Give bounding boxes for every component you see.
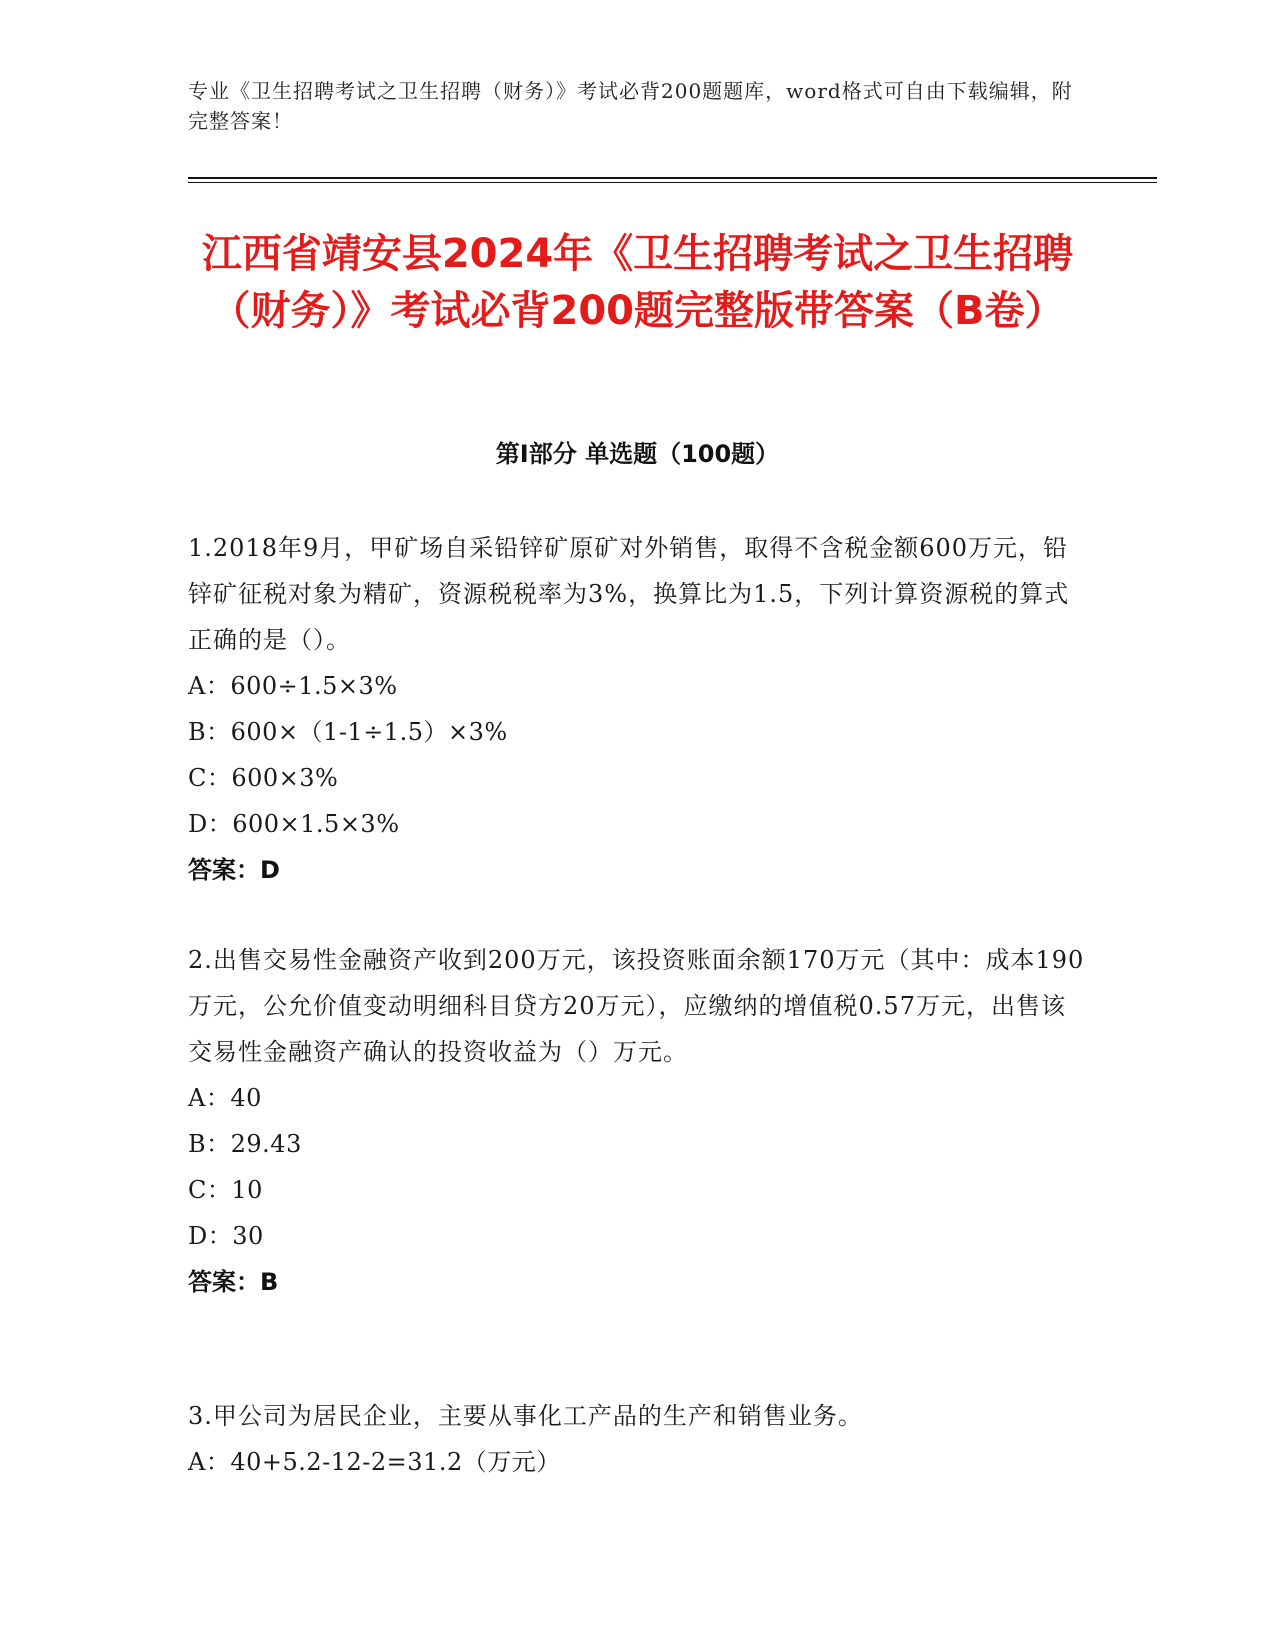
question-1 (188, 525, 1088, 893)
header-note: 专业《卫生招聘考试之卫生招聘（财务）》考试必背200题题库，word格式可自由下载编辑，附完整答案！ (188, 79, 1073, 133)
header-divider-thin (188, 182, 1157, 183)
option-c: C：600×3% (188, 764, 339, 792)
question-stem: 3.甲公司为居民企业，主要从事化工产品的生产和销售业务。 (188, 1402, 863, 1430)
answer-label: 答案：D (188, 856, 280, 884)
option-a: A：40+5.2-12-2=31.2（万元） (188, 1448, 561, 1476)
question-3 (188, 1393, 1088, 1485)
option-b: B：29.43 (188, 1130, 302, 1158)
option-b: B：600×（1-1÷1.5）×3% (188, 718, 508, 746)
option-a: A：40 (188, 1084, 262, 1112)
question-2 (188, 937, 1088, 1305)
option-d: D：600×1.5×3% (188, 810, 400, 838)
section-title: 第Ⅰ部分 单选题（100题） (495, 440, 780, 468)
option-c: C：10 (188, 1176, 263, 1204)
question-stem: 2.出售交易性金融资产收到200万元，该投资账面余额170万元（其中：成本190万元，公允价值变动明细科目贷方20万元），应缴纳的增值税0.57万元，出售该交易性金融资产确认的投资收益为（）万元。 (188, 946, 1085, 1066)
document-title: 江西省靖安县2024年《卫生招聘考试之卫生招聘（财务）》考试必背200题完整版带答案（B卷） (201, 231, 1074, 334)
answer-label: 答案：B (188, 1268, 279, 1296)
option-d: D：30 (188, 1222, 264, 1250)
question-stem: 1.2018年9月，甲矿场自采铅锌矿原矿对外销售，取得不含税金额600万元，铅锌矿征税对象为精矿，资源税税率为3%，换算比为1.5，下列计算资源税的算式正确的是（）。 (188, 534, 1070, 654)
header-divider-thick (188, 177, 1157, 179)
option-a: A：600÷1.5×3% (188, 672, 398, 700)
